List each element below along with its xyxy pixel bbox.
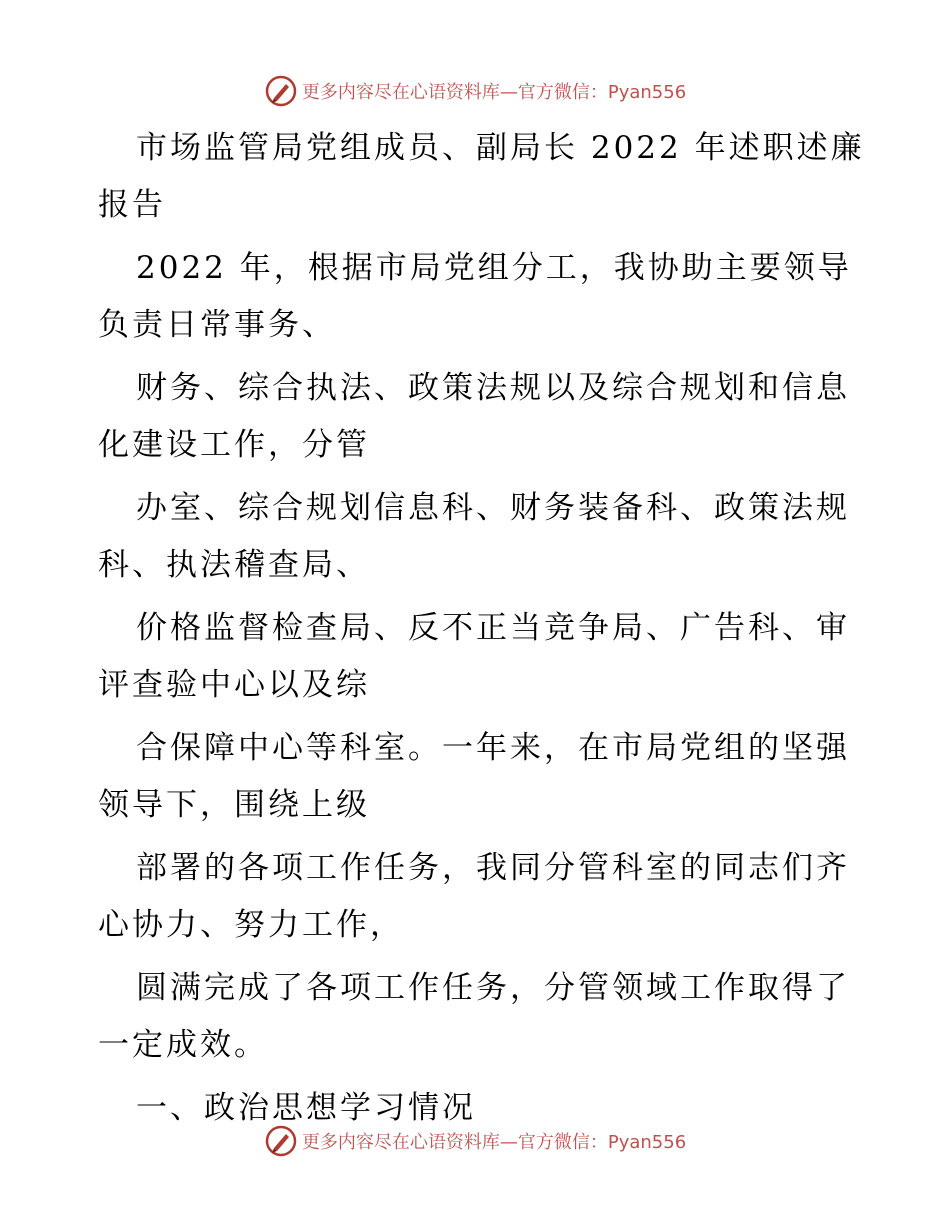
paragraph-line: 财务、综合执法、政策法规以及综合规划和信息 (136, 370, 850, 406)
document-body (98, 120, 865, 1137)
header-banner (0, 71, 950, 111)
document-title-line-1: 市场监管局党组成员、副局长 2022 年述职述廉 (136, 130, 865, 166)
paragraph-line: 领导下，围绕上级 (98, 787, 370, 823)
section-heading: 一、政治思想学习情况 (136, 1090, 476, 1126)
paragraph-line: 心协力、努力工作， (98, 907, 404, 943)
paragraph-line: 圆满完成了各项工作任务，分管领域工作取得了 (136, 970, 850, 1006)
banner-text: 更多内容尽在心语资料库—官方微信：Pyan556 (301, 1132, 687, 1153)
paragraph-line: 合保障中心等科室。一年来，在市局党组的坚强 (136, 730, 850, 766)
pen-circle-logo-icon (264, 74, 298, 108)
paragraph-line: 化建设工作，分管 (98, 427, 370, 463)
banner-text: 更多内容尽在心语资料库—官方微信：Pyan556 (301, 82, 687, 103)
paragraph-line: 科、执法稽查局、 (98, 547, 370, 583)
document-title-line-2: 报告 (98, 187, 166, 223)
paragraph-line: 价格监督检查局、反不正当竞争局、广告科、审 (136, 610, 850, 646)
paragraph-line: 评查验中心以及综 (98, 667, 370, 703)
paragraph-line: 办室、综合规划信息科、财务装备科、政策法规 (136, 490, 850, 526)
pen-circle-logo-icon (264, 1124, 298, 1158)
paragraph-line: 负责日常事务、 (98, 307, 336, 343)
paragraph-line: 部署的各项工作任务，我同分管科室的同志们齐 (136, 850, 850, 886)
paragraph-line: 一定成效。 (98, 1027, 268, 1063)
paragraph-line: 2022 年，根据市局党组分工，我协助主要领导 (136, 250, 852, 286)
footer-banner (0, 1121, 950, 1161)
